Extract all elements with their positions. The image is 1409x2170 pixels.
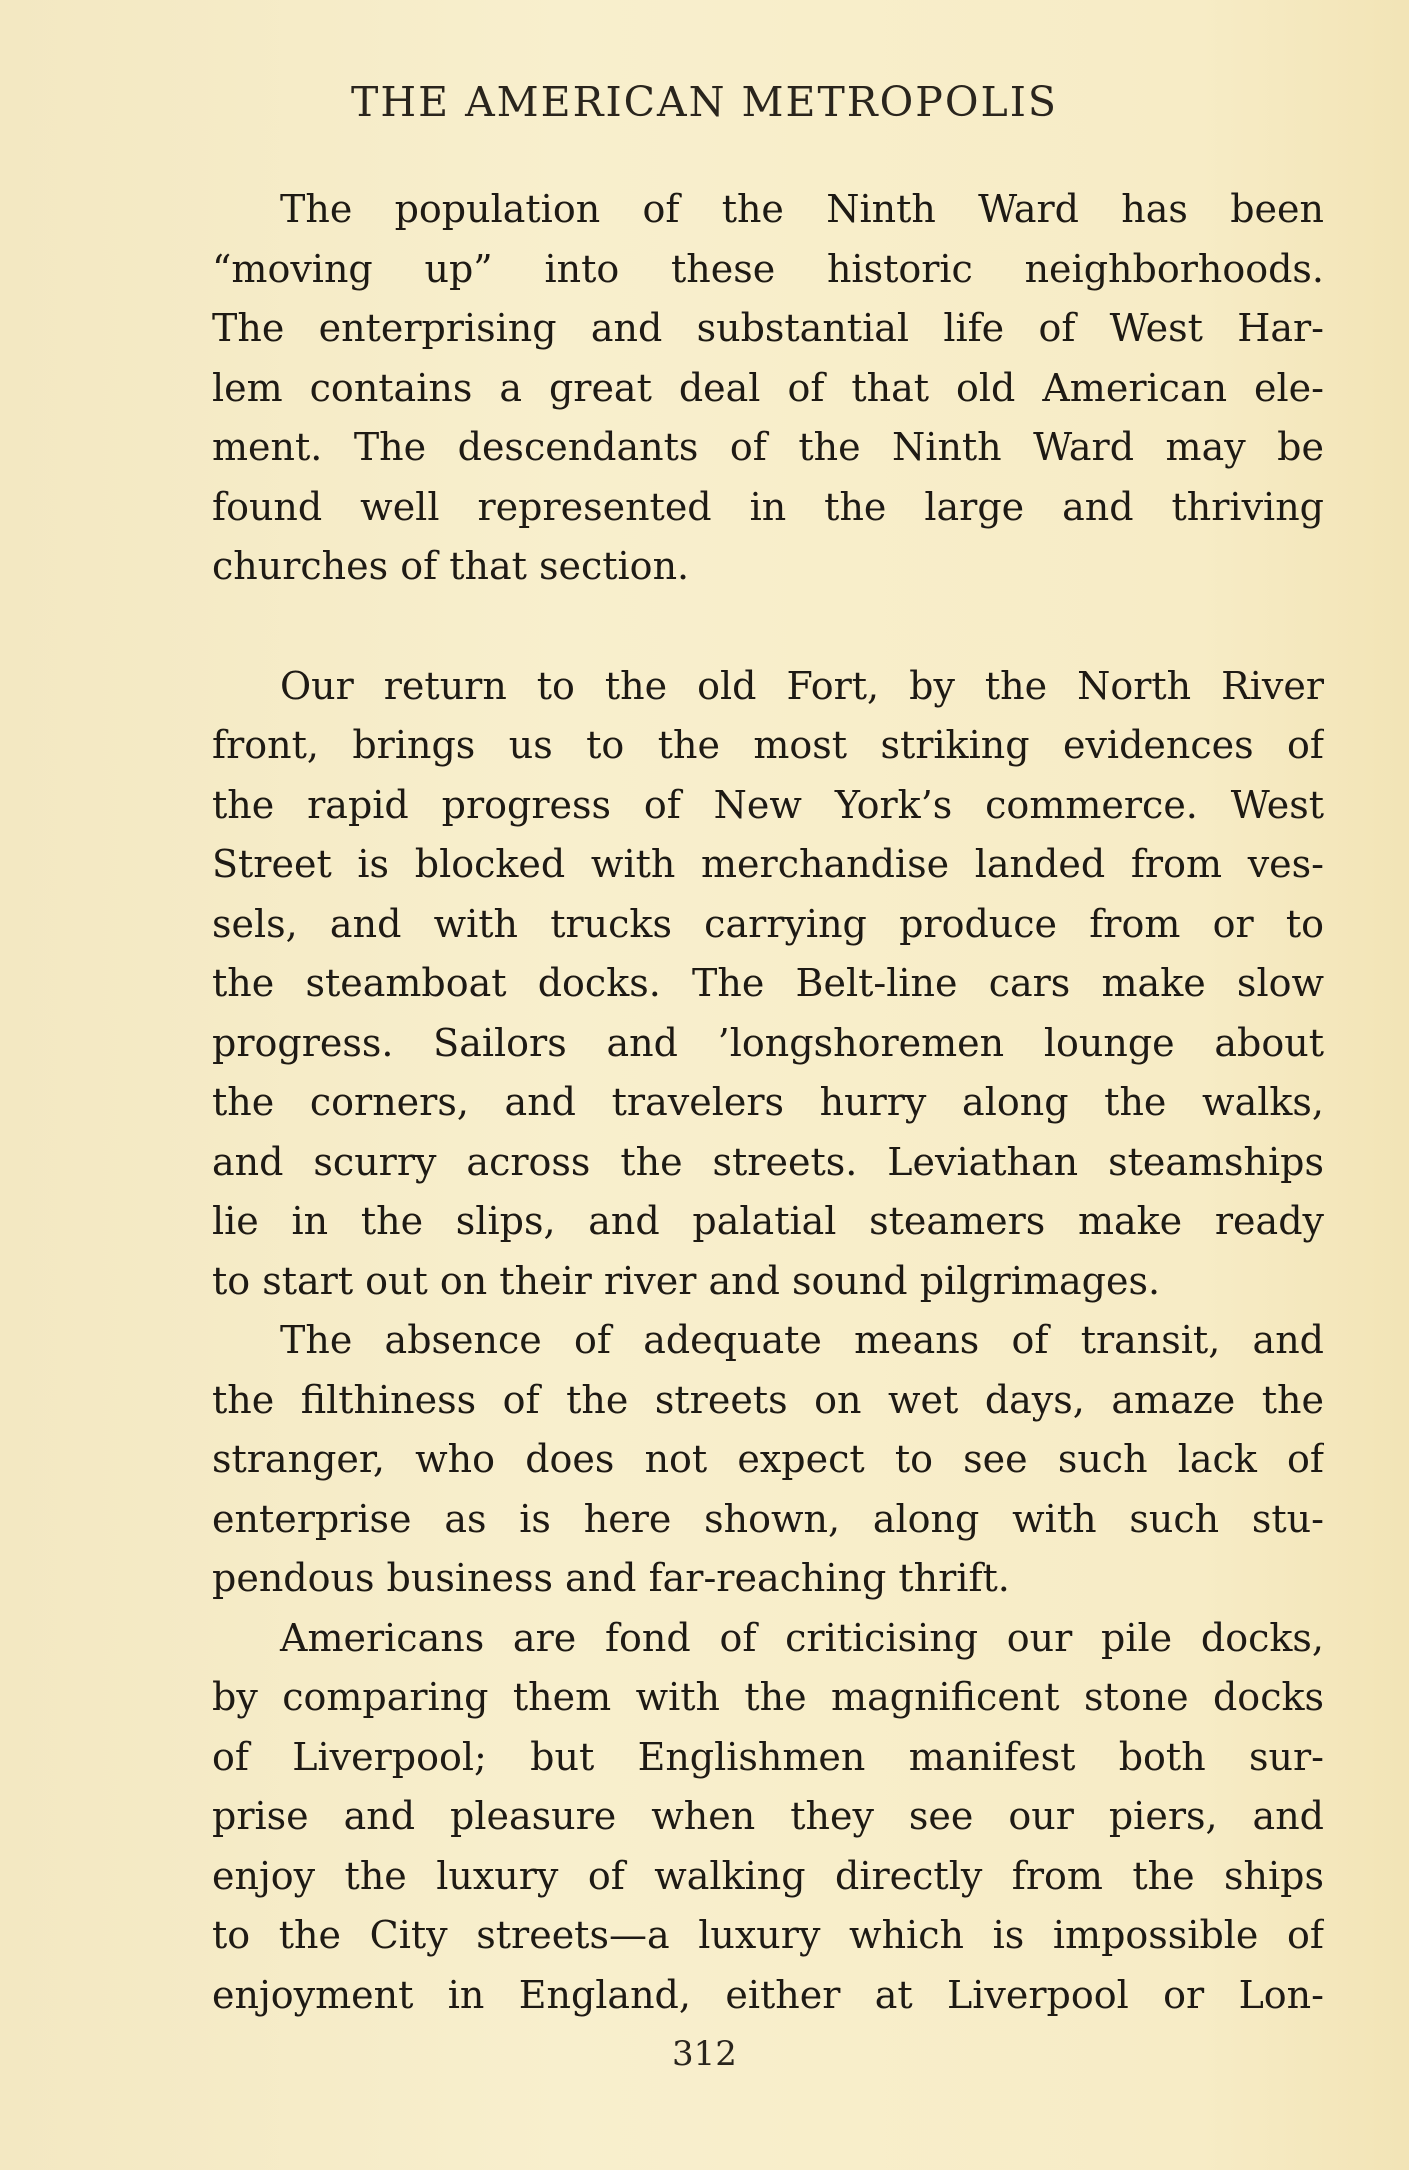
paragraph-transit	[212, 1311, 1324, 1609]
text-line: to the City streets—a luxury which is impossible of	[212, 1913, 1324, 1957]
text-line: prise and pleasure when they see our piers, and	[212, 1794, 1324, 1838]
text-line: of Liverpool; but Englishmen manifest both sur-	[212, 1734, 1324, 1779]
section-break	[212, 597, 1324, 657]
body-text	[212, 180, 1324, 2025]
text-line: pendous business and far-reaching thrift.	[212, 1556, 1010, 1600]
running-head: THE AMERICAN METROPOLIS	[351, 78, 1058, 126]
text-line: stranger, who does not expect to see such lack of	[212, 1437, 1324, 1481]
text-line: Americans are fond of criticising our pile docks,	[280, 1615, 1324, 1660]
page-number: 312	[672, 2034, 737, 2074]
text-line: the rapid progress of New York’s commerce. West	[212, 782, 1324, 827]
paragraph-north-river	[212, 657, 1324, 1312]
paragraph-docks	[212, 1609, 1324, 2026]
text-line: enjoy the luxury of walking directly from the ships	[212, 1853, 1324, 1898]
text-line: lie in the slips, and palatial steamers make ready	[212, 1199, 1324, 1243]
text-line: and scurry across the streets. Leviathan steamships	[212, 1139, 1324, 1184]
paragraph-ninth-ward	[212, 180, 1324, 597]
text-line: The population of the Ninth Ward has been	[280, 187, 1324, 231]
text-line: enterprise as is here shown, along with such stu-	[212, 1496, 1324, 1541]
text-line: ment. The descendants of the Ninth Ward may be	[212, 425, 1324, 469]
text-line: progress. Sailors and ’longshoremen lounge about	[212, 1020, 1324, 1065]
text-line: “moving up” into these historic neighborhoods.	[212, 246, 1324, 291]
text-line: Our return to the old Fort, by the North River	[280, 663, 1324, 708]
text-line: the filthiness of the streets on wet days, amaze the	[212, 1377, 1324, 1422]
text-line: front, brings us to the most striking evidences of	[212, 723, 1324, 767]
text-line: churches of that section.	[212, 544, 690, 588]
text-line: the steamboat docks. The Belt-line cars make slow	[212, 961, 1324, 1005]
text-line: lem contains a great deal of that old American ele-	[212, 365, 1324, 410]
text-line: the corners, and travelers hurry along the walks,	[212, 1080, 1324, 1124]
text-line: by comparing them with the magnificent stone docks	[212, 1675, 1324, 1719]
text-line: to start out on their river and sound pilgrimages.	[212, 1258, 1161, 1303]
text-line: The enterprising and substantial life of West Har-	[212, 306, 1324, 350]
text-line: The absence of adequate means of transit, and	[280, 1318, 1324, 1362]
text-line: Street is blocked with merchandise landed from ves-	[212, 842, 1324, 886]
text-line: enjoyment in England, either at Liverpool or Lon-	[212, 1972, 1324, 2017]
text-line: sels, and with trucks carrying produce from or to	[212, 901, 1324, 946]
text-line: found well represented in the large and thriving	[212, 484, 1324, 529]
